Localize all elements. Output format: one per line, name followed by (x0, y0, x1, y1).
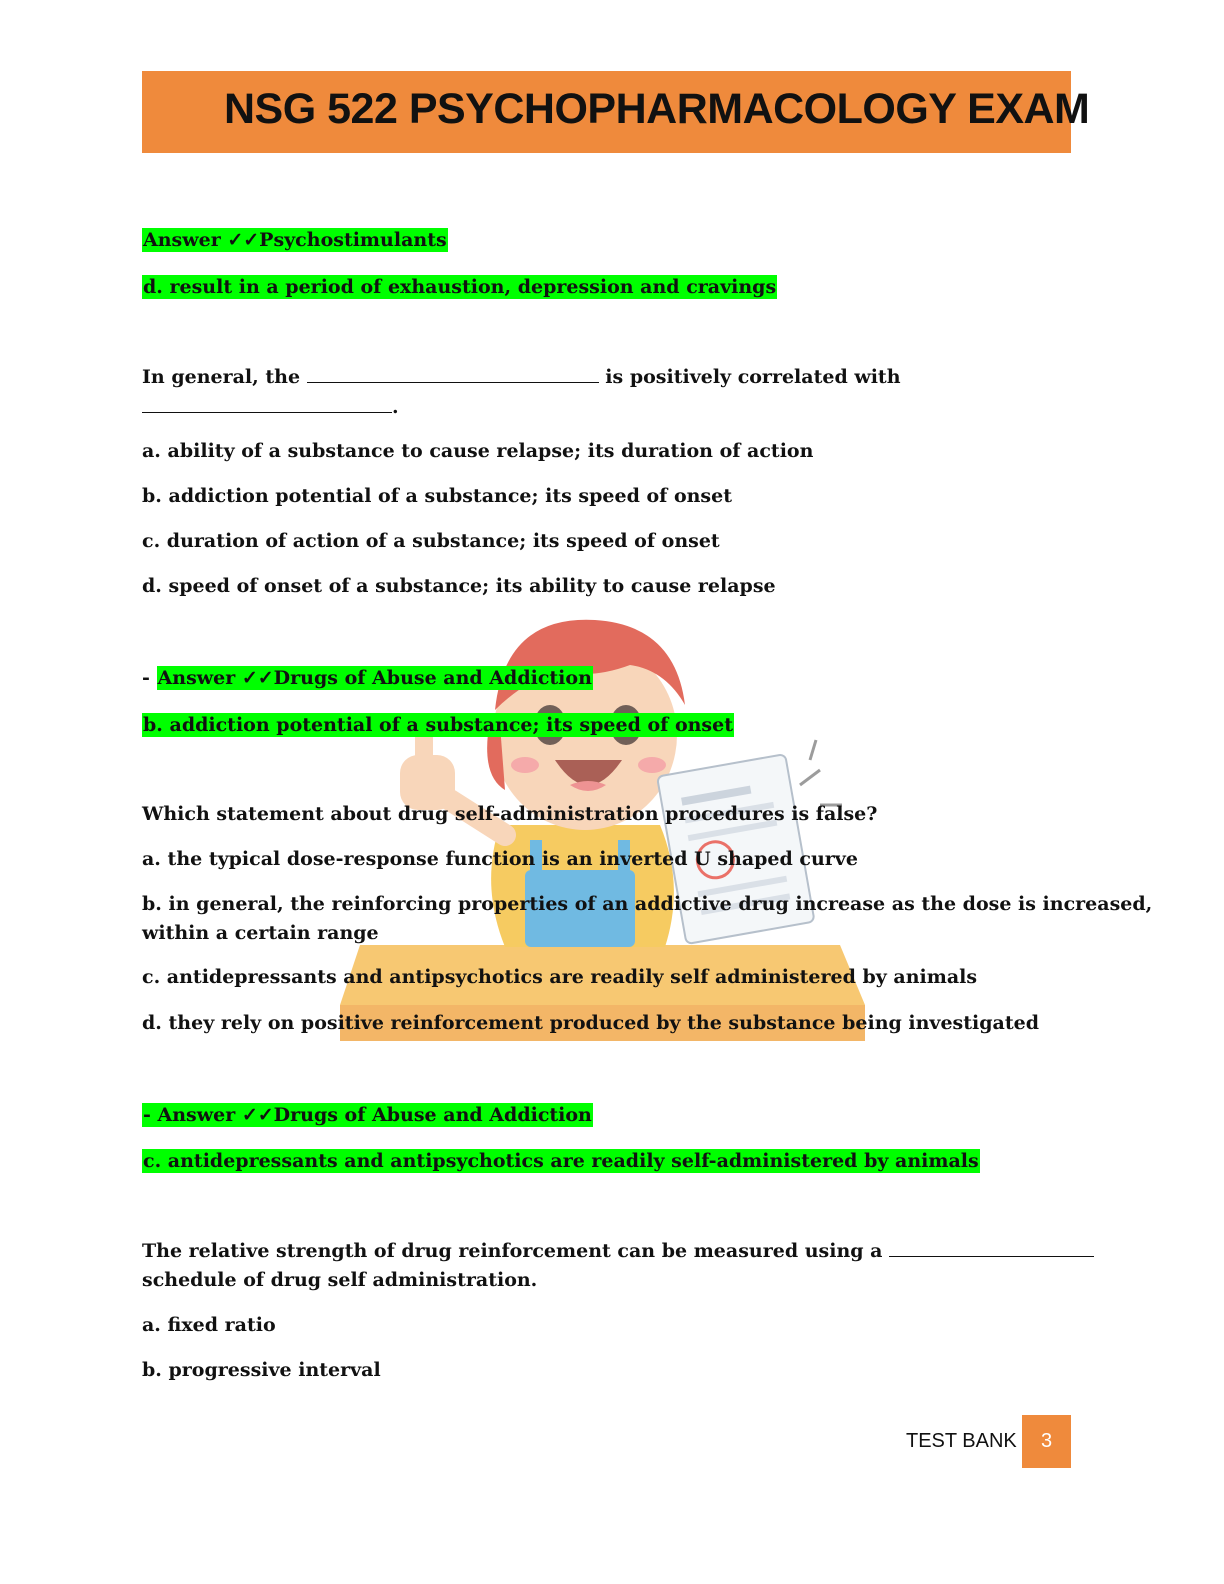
answer-choice-line (142, 273, 777, 302)
stem-text: In general, the (142, 366, 301, 388)
fill-in-blank (889, 1238, 1094, 1257)
option-line: c. antidepressants and antipsychotics are readily self administered by animals (142, 966, 978, 988)
option-line: a. the typical dose-response function is an inverted U shaped curve (142, 848, 858, 870)
page-number: 3 (1022, 1415, 1071, 1468)
option-line: d. speed of onset of a substance; its ability to cause relapse (142, 575, 776, 597)
question-stem: Which statement about drug self-administration procedures is false? (142, 803, 878, 825)
answer-choice-highlight: d. result in a period of exhaustion, depression and cravings (143, 276, 777, 298)
fill-in-blank (307, 364, 599, 383)
footer-label: TEST BANK (906, 1430, 1017, 1452)
question-stem (142, 363, 901, 392)
answer-highlight: Answer ✓✓Psychostimulants (143, 229, 447, 251)
question-stem-continued (142, 393, 399, 422)
option-line: b. in general, the reinforcing properties of an addictive drug increase as the dose is increased, (142, 893, 1153, 915)
answer-highlight: Answer ✓✓Drugs of Abuse and Addiction (157, 667, 592, 689)
option-line: a. fixed ratio (142, 1314, 276, 1336)
answer-line (142, 664, 593, 693)
option-line-continued: within a certain range (142, 922, 379, 944)
stem-text: The relative strength of drug reinforcement can be measured using a (142, 1240, 883, 1262)
option-line: d. they rely on positive reinforcement produced by the substance being investigated (142, 1012, 1039, 1034)
question-stem (142, 1237, 1094, 1266)
answer-choice-highlight: c. antidepressants and antipsychotics are readily self-administered by animals (143, 1150, 979, 1172)
answer-highlight: - Answer ✓✓Drugs of Abuse and Addiction (143, 1104, 592, 1126)
answer-choice-highlight: b. addiction potential of a substance; its speed of onset (143, 714, 733, 736)
answer-choice-line (142, 1147, 980, 1176)
option-line: b. progressive interval (142, 1359, 381, 1381)
option-line: b. addiction potential of a substance; its speed of onset (142, 485, 732, 507)
answer-choice-line (142, 711, 734, 740)
document-title: NSG 522 PSYCHOPHARMACOLOGY EXAM (224, 85, 1090, 133)
answer-line (142, 226, 448, 255)
question-stem-continued: schedule of drug self administration. (142, 1269, 538, 1291)
stem-text: . (392, 396, 399, 418)
option-line: a. ability of a substance to cause relapse; its duration of action (142, 440, 814, 462)
answer-line (142, 1101, 593, 1130)
answer-prefix: - (142, 667, 157, 689)
stem-text: is positively correlated with (605, 366, 901, 388)
option-line: c. duration of action of a substance; its speed of onset (142, 530, 720, 552)
fill-in-blank (142, 394, 392, 413)
